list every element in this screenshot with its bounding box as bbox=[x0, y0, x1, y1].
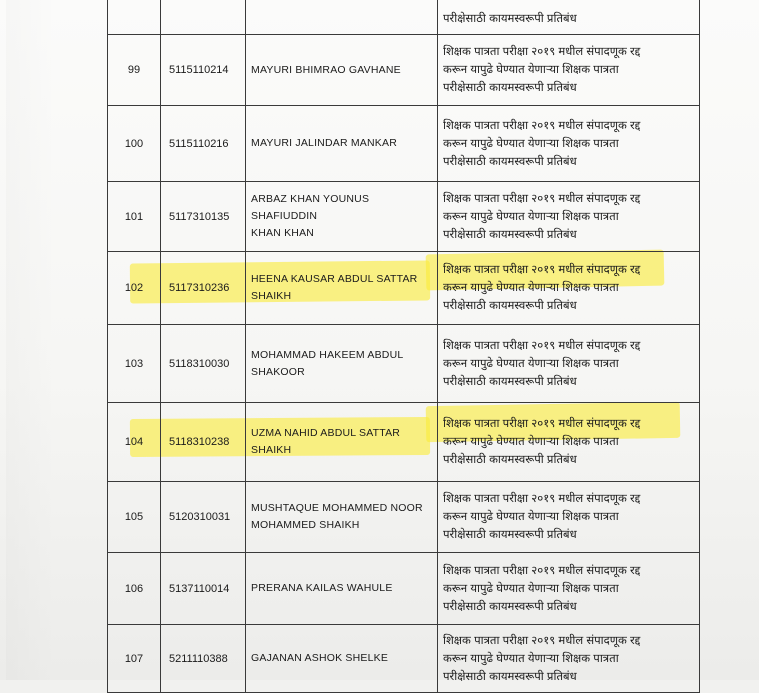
remark-line: परीक्षेसाठी कायमस्वरूपी प्रतिबंध bbox=[443, 300, 577, 312]
table-row bbox=[108, 325, 700, 403]
candidate-name-line: PRERANA KAILAS WAHULE bbox=[251, 582, 393, 594]
remark-cell bbox=[438, 482, 700, 553]
table-row bbox=[108, 0, 700, 35]
remark-line: शिक्षक पात्रता परीक्षा २०१९ मधील संपादणूक रद्द bbox=[443, 418, 641, 430]
remark-line: परीक्षेसाठी कायमस्वरूपी प्रतिबंध bbox=[443, 155, 577, 168]
candidate-name-line: MAYURI BHIMRAO GAVHANE bbox=[251, 63, 401, 76]
remark-cell bbox=[438, 0, 700, 35]
serial-number-cell: 107 bbox=[108, 625, 161, 693]
table-row bbox=[108, 403, 700, 482]
seat-number-cell: 5137110014 bbox=[161, 553, 246, 625]
candidate-name-line: SHAKOOR bbox=[251, 365, 305, 378]
remark-line: परीक्षेसाठी कायमस्वरूपी प्रतिबंध bbox=[443, 13, 577, 25]
remark-line: करून यापुढे घेण्यात येणाऱ्या शिक्षक पात्रता bbox=[443, 64, 619, 76]
candidate-name-cell bbox=[246, 0, 438, 35]
remark-line: करून यापुढे घेण्यात येणाऱ्या शिक्षक पात्रता bbox=[443, 652, 619, 665]
remark-line: शिक्षक पात्रता परीक्षा २०१९ मधील संपादणूक रद्द bbox=[443, 493, 641, 505]
remark-line: परीक्षेसाठी कायमस्वरूपी प्रतिबंध bbox=[443, 454, 577, 466]
candidate-name-line: MAYURI JALINDAR MANKAR bbox=[251, 137, 397, 149]
candidate-name-line: GAJANAN ASHOK SHELKE bbox=[251, 652, 389, 664]
remark-cell bbox=[438, 35, 700, 106]
remark-line: करून यापुढे घेण्यात येणाऱ्या शिक्षक पात्रता bbox=[443, 511, 619, 523]
serial-number-cell: 104 bbox=[108, 403, 161, 482]
candidate-name-cell bbox=[246, 325, 438, 403]
seat-number-cell: 5115110214 bbox=[161, 35, 246, 106]
candidate-name-cell bbox=[246, 482, 438, 553]
page-shadow bbox=[6, 0, 56, 680]
serial-number-cell: 106 bbox=[108, 553, 161, 625]
remark-line: शिक्षक पात्रता परीक्षा २०१९ मधील संपादणूक रद्द bbox=[443, 564, 641, 577]
remark-line: शिक्षक पात्रता परीक्षा २०१९ मधील संपादणूक रद्द bbox=[443, 119, 641, 132]
remark-line: शिक्षक पात्रता परीक्षा २०१९ मधील संपादणूक रद्द bbox=[443, 339, 641, 352]
candidate-name-cell bbox=[246, 35, 438, 106]
table-row bbox=[108, 35, 700, 106]
remark-line: करून यापुढे घेण्यात येणाऱ्या शिक्षक पात्रता bbox=[443, 137, 619, 150]
remark-line: परीक्षेसाठी कायमस्वरूपी प्रतिबंध bbox=[443, 670, 577, 683]
table-row bbox=[108, 106, 700, 182]
remark-line: शिक्षक पात्रता परीक्षा २०१९ मधील संपादणूक रद्द bbox=[443, 634, 641, 647]
seat-number-cell: 5117310135 bbox=[161, 182, 246, 252]
table-row bbox=[108, 553, 700, 625]
candidate-name-line: KHAN KHAN bbox=[251, 227, 315, 239]
remark-line: परीक्षेसाठी कायमस्वरूपी प्रतिबंध bbox=[443, 529, 577, 541]
seat-number-cell: 5115110216 bbox=[161, 106, 246, 182]
candidate-name-cell bbox=[246, 625, 438, 693]
table-row bbox=[108, 625, 700, 693]
remark-line: शिक्षक पात्रता परीक्षा २०१९ मधील संपादणूक रद्द bbox=[443, 192, 641, 205]
remark-line: परीक्षेसाठी कायमस्वरूपी प्रतिबंध bbox=[443, 600, 577, 613]
remark-line: करून यापुढे घेण्यात येणाऱ्या शिक्षक पात्रता bbox=[443, 582, 619, 595]
serial-number-cell: 102 bbox=[108, 252, 161, 325]
remark-line: करून यापुढे घेण्यात येणाऱ्या शिक्षक पात्रता bbox=[443, 210, 619, 223]
table-row bbox=[108, 482, 700, 553]
seat-number-cell: 5118310030 bbox=[161, 325, 246, 403]
candidate-name-line: MOHAMMED SHAIKH bbox=[251, 519, 360, 531]
remark-line: परीक्षेसाठी कायमस्वरूपी प्रतिबंध bbox=[443, 375, 577, 388]
candidate-name-cell bbox=[246, 106, 438, 182]
serial-number-cell: 103 bbox=[108, 325, 161, 403]
candidate-name-cell bbox=[246, 553, 438, 625]
remark-line: करून यापुढे घेण्यात येणाऱ्या शिक्षक पात्रता bbox=[443, 436, 619, 448]
serial-number-cell: 99 bbox=[108, 35, 161, 106]
remark-line: परीक्षेसाठी कायमस्वरूपी प्रतिबंध bbox=[443, 82, 577, 94]
table-row bbox=[108, 182, 700, 252]
candidate-name-line: MOHAMMAD HAKEEM ABDUL bbox=[251, 348, 404, 361]
candidate-name-cell bbox=[246, 252, 438, 325]
remark-cell bbox=[438, 553, 700, 625]
serial-number-cell: 105 bbox=[108, 482, 161, 553]
candidate-name-line: UZMA NAHID ABDUL SATTAR SHAIKH bbox=[251, 427, 401, 456]
serial-number-cell: 100 bbox=[108, 106, 161, 182]
remark-cell bbox=[438, 182, 700, 252]
seat-number-cell: 5211110388 bbox=[161, 625, 246, 693]
candidate-name-line: HEENA KAUSAR ABDUL SATTAR SHAIKH bbox=[251, 273, 418, 302]
remark-cell bbox=[438, 325, 700, 403]
remark-line: शिक्षक पात्रता परीक्षा २०१९ मधील संपादणूक रद्द bbox=[443, 264, 641, 276]
seat-number-cell bbox=[161, 0, 246, 35]
candidate-name-line: ARBAZ KHAN YOUNUS SHAFIUDDIN bbox=[251, 193, 370, 222]
restriction-table bbox=[107, 0, 700, 693]
remark-cell bbox=[438, 625, 700, 693]
remark-line: शिक्षक पात्रता परीक्षा २०१९ मधील संपादणूक रद्द bbox=[443, 46, 641, 58]
serial-number-cell bbox=[108, 0, 161, 35]
remark-cell bbox=[438, 252, 700, 325]
remark-line: करून यापुढे घेण्यात येणाऱ्या शिक्षक पात्रता bbox=[443, 282, 619, 294]
remark-line: करून यापुढे घेण्यात येणाऱ्या शिक्षक पात्रता bbox=[443, 357, 619, 370]
serial-number-cell: 101 bbox=[108, 182, 161, 252]
candidate-name-line: MUSHTAQUE MOHAMMED NOOR bbox=[251, 502, 423, 514]
remark-cell bbox=[438, 106, 700, 182]
candidate-name-cell bbox=[246, 403, 438, 482]
remark-cell bbox=[438, 403, 700, 482]
remark-line: परीक्षेसाठी कायमस्वरूपी प्रतिबंध bbox=[443, 228, 577, 241]
seat-number-cell: 5117310236 bbox=[161, 252, 246, 325]
table-row bbox=[108, 252, 700, 325]
seat-number-cell: 5120310031 bbox=[161, 482, 246, 553]
seat-number-cell: 5118310238 bbox=[161, 403, 246, 482]
candidate-name-cell bbox=[246, 182, 438, 252]
